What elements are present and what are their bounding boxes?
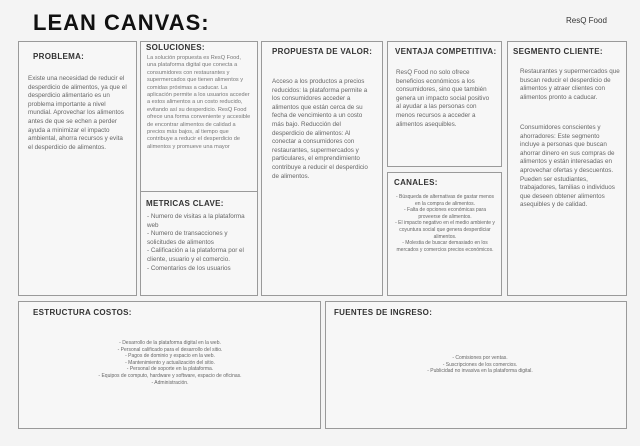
metricas-item: - Comentarios de los usuarios: [147, 264, 231, 272]
canales-item: - Búsqueda de alternativas de gastar menos en la compra de alimentos.: [395, 194, 495, 207]
costos-list: [60, 340, 280, 386]
ingresos-item: - Publicidad no invasiva en la plataforma digital.: [427, 368, 533, 375]
metricas-list: [147, 213, 253, 273]
problema-title: PROBLEMA:: [33, 52, 85, 61]
costos-title: ESTRUCTURA COSTOS:: [33, 308, 132, 317]
metricas-item: - Calificación a la plataforma por el cliente, usuario y el comercio.: [147, 247, 244, 263]
soluciones-title: SOLUCIONES:: [146, 43, 205, 52]
segmento-text-1: Restaurantes y supermercados que buscan reducir el desperdicio de alimentos y atraer clientes con alimentos pronto a caducar.: [520, 68, 620, 101]
costos-item: - Personal calificado para el desarrollo del sitio.: [117, 346, 223, 353]
costos-item: - Pagos de dominio y espacio en la web.: [125, 353, 215, 360]
brand-name: ResQ Food: [566, 16, 607, 25]
ingresos-title: FUENTES DE INGRESO:: [334, 308, 433, 317]
page-title: LEAN CANVAS:: [33, 10, 210, 35]
canales-item: - Falta de opciones económicas para proveerse de alimentos.: [404, 207, 486, 220]
costos-item: - Desarrollo de la plataforma digital en la web.: [119, 340, 221, 346]
metricas-item: - Numero de transacciones y solicitudes de alimentos: [147, 230, 228, 246]
segmento-text-2: Consumidores conscientes y ahorradores: Este segmento incluye a personas que buscan ahorrar dinero en sus compras de alimentos y están interesadas en aprovechar ofertas y descuentos. Pueden ser estudiantes, trabajadores, familias o individuos que deseen obtener alimentos asequibles y de calidad.: [520, 124, 615, 209]
costos-item: - Equipos de computo, hardware y software, espacio de oficinas.: [98, 372, 242, 379]
canales-list: [393, 194, 497, 253]
costos-item: - Personal de soporte en la plataforma.: [126, 366, 214, 373]
metricas-item: - Numero de visitas a la plataforma web: [147, 213, 245, 229]
problema-text: Existe una necesidad de reducir el desperdicio de alimentos, ya que el desperdicio alimentario es un problema importante a nivel mundial. Aprovechar los alimentos antes de que se echen a perder ayuda a minimizar el impacto ambiental, ahorra recursos y evita el desperdicio de alimentos.: [28, 75, 127, 151]
metricas-title: METRICAS CLAVE:: [146, 199, 224, 208]
propuesta-title: PROPUESTA DE VALOR:: [272, 47, 373, 56]
ventaja-title: VENTAJA COMPETITIVA:: [395, 47, 497, 56]
ingresos-item: - Comisiones por ventas.: [452, 355, 508, 361]
canales-item: - El impacto negativo en el medio ambiente y coyuntura social que genera desperdiciar alimentos.: [395, 220, 495, 240]
canales-item: - Molestia de buscar demasiado en los mercados y comercios precios económicos.: [396, 240, 494, 253]
ingresos-list: [380, 355, 580, 375]
ventaja-text: ResQ Food no solo ofrece beneficios económicos a los consumidores, sino que también genera un impacto social positivo al ayudar a las personas con menos recursos a acceder a alimentos asequibles.: [396, 69, 490, 128]
propuesta-text: Acceso a los productos a precios reducidos: la plataforma permite a los consumidores acceder a alimentos que están cerca de su fecha de vencimiento a un costo más bajo. Reducción del desperdicio de alimentos: Al conectar a consumidores con restaurantes, supermercados y particulares, el emprendimiento contribuye a reducir el desperdicio de alimentos.: [272, 78, 368, 180]
soluciones-text: La solución propuesta es ResQ Food, una plataforma digital que conecta a consumidores con restaurantes y supermercados que tienen alimentos y comidas próximas a caducar. La aplicación permite a los usuarios acceder a estos alimentos a un costo reducido, evitando así su desperdicio. ResQ Food ofrece una forma conveniente y accesible de encontrar alimentos de calidad a precios más bajos, al tiempo que contribuye a reducir el desperdicio de alimentos y promueve una mayor: [147, 55, 251, 150]
segmento-title: SEGMENTO CLIENTE:: [513, 47, 603, 56]
costos-item: - Administración.: [151, 379, 189, 386]
canales-title: CANALES:: [394, 178, 438, 187]
ingresos-item: - Suscripciones de los comercios.: [442, 361, 518, 368]
costos-item: - Mantenimiento y actualización del sitio.: [125, 359, 215, 366]
